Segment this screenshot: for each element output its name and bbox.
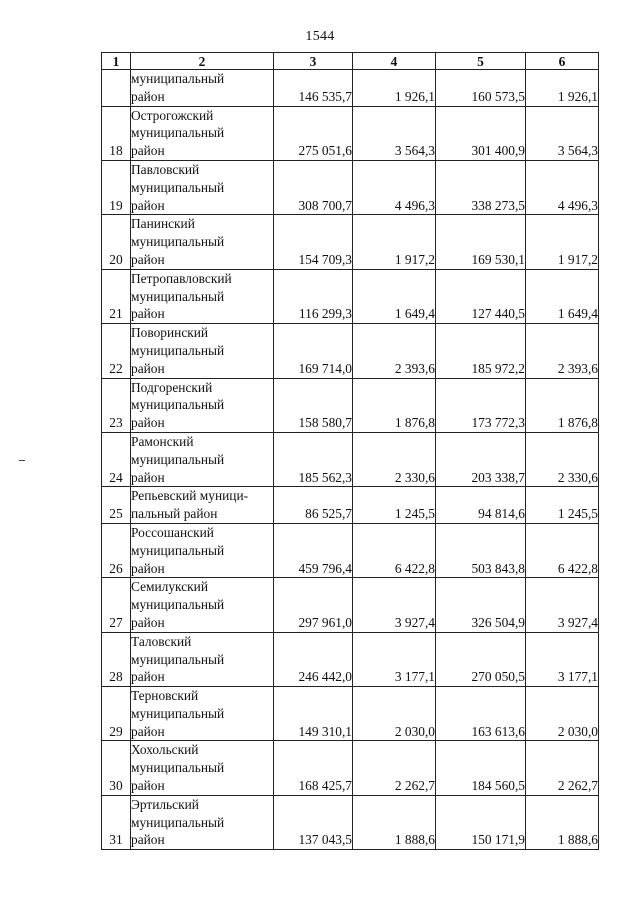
row-number: 18 xyxy=(102,106,131,160)
row-number: 23 xyxy=(102,378,131,432)
data-table xyxy=(101,52,599,850)
row-number: 21 xyxy=(102,269,131,323)
value-col-5: 184 560,5 xyxy=(436,741,526,795)
row-number: 31 xyxy=(102,795,131,849)
value-col-3: 86 525,7 xyxy=(274,487,353,524)
value-col-5: 301 400,9 xyxy=(436,106,526,160)
page-number: 1544 xyxy=(305,29,335,44)
value-col-6: 1 926,1 xyxy=(526,70,599,107)
row-number: 24 xyxy=(102,432,131,486)
district-name: Семилукский муниципальный район xyxy=(131,578,274,632)
value-col-4: 1 245,5 xyxy=(353,487,436,524)
value-col-4: 3 564,3 xyxy=(353,106,436,160)
value-col-6: 6 422,8 xyxy=(526,523,599,577)
value-col-5: 203 338,7 xyxy=(436,432,526,486)
district-name: Хохольский муниципальный район xyxy=(131,741,274,795)
district-name: Рамонский муниципальный район xyxy=(131,432,274,486)
row-number: 22 xyxy=(102,324,131,378)
value-col-6: 3 927,4 xyxy=(526,578,599,632)
district-name: Панинский муниципальный район xyxy=(131,215,274,269)
value-col-6: 4 496,3 xyxy=(526,160,599,214)
value-col-5: 163 613,6 xyxy=(436,687,526,741)
row-number xyxy=(102,70,131,107)
table-row xyxy=(102,106,599,160)
row-number: 19 xyxy=(102,160,131,214)
table-row xyxy=(102,269,599,323)
value-col-5: 270 050,5 xyxy=(436,632,526,686)
value-col-5: 150 171,9 xyxy=(436,795,526,849)
row-number: 26 xyxy=(102,523,131,577)
value-col-6: 3 177,1 xyxy=(526,632,599,686)
district-name: Эртильский муниципальный район xyxy=(131,795,274,849)
value-col-6: 1 888,6 xyxy=(526,795,599,849)
row-number: 29 xyxy=(102,687,131,741)
value-col-4: 1 888,6 xyxy=(353,795,436,849)
value-col-3: 137 043,5 xyxy=(274,795,353,849)
value-col-5: 160 573,5 xyxy=(436,70,526,107)
table-row xyxy=(102,432,599,486)
value-col-3: 275 051,6 xyxy=(274,106,353,160)
value-col-5: 338 273,5 xyxy=(436,160,526,214)
table-row xyxy=(102,578,599,632)
value-col-5: 326 504,9 xyxy=(436,578,526,632)
district-name: Терновский муниципальный район xyxy=(131,687,274,741)
value-col-3: 459 796,4 xyxy=(274,523,353,577)
district-name: Подгоренский муниципальный район xyxy=(131,378,274,432)
margin-mark xyxy=(19,460,25,461)
value-col-4: 2 030,0 xyxy=(353,687,436,741)
value-col-4: 1 917,2 xyxy=(353,215,436,269)
district-name: Петропавловский муниципальный район xyxy=(131,269,274,323)
table-row xyxy=(102,687,599,741)
row-number: 27 xyxy=(102,578,131,632)
table-row xyxy=(102,795,599,849)
value-col-3: 297 961,0 xyxy=(274,578,353,632)
district-name: Репьевский муници- пальный район xyxy=(131,487,274,524)
value-col-5: 185 972,2 xyxy=(436,324,526,378)
value-col-6: 1 917,2 xyxy=(526,215,599,269)
value-col-3: 146 535,7 xyxy=(274,70,353,107)
value-col-6: 2 262,7 xyxy=(526,741,599,795)
table-row xyxy=(102,523,599,577)
value-col-3: 149 310,1 xyxy=(274,687,353,741)
value-col-5: 169 530,1 xyxy=(436,215,526,269)
table-row xyxy=(102,487,599,524)
row-number: 20 xyxy=(102,215,131,269)
table-row xyxy=(102,70,599,107)
district-name: Поворинский муниципальный район xyxy=(131,324,274,378)
value-col-6: 3 564,3 xyxy=(526,106,599,160)
value-col-6: 1 876,8 xyxy=(526,378,599,432)
value-col-6: 2 393,6 xyxy=(526,324,599,378)
value-col-4: 2 330,6 xyxy=(353,432,436,486)
column-header: 4 xyxy=(353,53,436,70)
value-col-3: 169 714,0 xyxy=(274,324,353,378)
column-header: 2 xyxy=(131,53,274,70)
value-col-3: 185 562,3 xyxy=(274,432,353,486)
district-name: муниципальный район xyxy=(131,70,274,107)
district-name: Таловский муниципальный район xyxy=(131,632,274,686)
table-body xyxy=(102,70,599,850)
value-col-4: 4 496,3 xyxy=(353,160,436,214)
value-col-3: 116 299,3 xyxy=(274,269,353,323)
value-col-3: 246 442,0 xyxy=(274,632,353,686)
district-name: Россошанский муниципальный район xyxy=(131,523,274,577)
column-header: 5 xyxy=(436,53,526,70)
value-col-4: 1 876,8 xyxy=(353,378,436,432)
value-col-3: 168 425,7 xyxy=(274,741,353,795)
column-header: 6 xyxy=(526,53,599,70)
header-row xyxy=(102,53,599,70)
value-col-6: 1 649,4 xyxy=(526,269,599,323)
value-col-5: 94 814,6 xyxy=(436,487,526,524)
value-col-4: 6 422,8 xyxy=(353,523,436,577)
district-name: Острогожский муниципальный район xyxy=(131,106,274,160)
value-col-5: 503 843,8 xyxy=(436,523,526,577)
row-number: 28 xyxy=(102,632,131,686)
district-name: Павловский муниципальный район xyxy=(131,160,274,214)
value-col-6: 2 330,6 xyxy=(526,432,599,486)
value-col-4: 2 262,7 xyxy=(353,741,436,795)
value-col-5: 127 440,5 xyxy=(436,269,526,323)
table-row xyxy=(102,378,599,432)
value-col-4: 1 926,1 xyxy=(353,70,436,107)
value-col-6: 1 245,5 xyxy=(526,487,599,524)
value-col-3: 158 580,7 xyxy=(274,378,353,432)
value-col-3: 308 700,7 xyxy=(274,160,353,214)
value-col-6: 2 030,0 xyxy=(526,687,599,741)
column-header: 1 xyxy=(102,53,131,70)
row-number: 30 xyxy=(102,741,131,795)
value-col-4: 2 393,6 xyxy=(353,324,436,378)
table-row xyxy=(102,741,599,795)
value-col-4: 1 649,4 xyxy=(353,269,436,323)
table-row xyxy=(102,632,599,686)
value-col-4: 3 927,4 xyxy=(353,578,436,632)
table-row xyxy=(102,215,599,269)
table-row xyxy=(102,324,599,378)
value-col-4: 3 177,1 xyxy=(353,632,436,686)
column-header: 3 xyxy=(274,53,353,70)
value-col-3: 154 709,3 xyxy=(274,215,353,269)
table-row xyxy=(102,160,599,214)
value-col-5: 173 772,3 xyxy=(436,378,526,432)
row-number: 25 xyxy=(102,487,131,524)
